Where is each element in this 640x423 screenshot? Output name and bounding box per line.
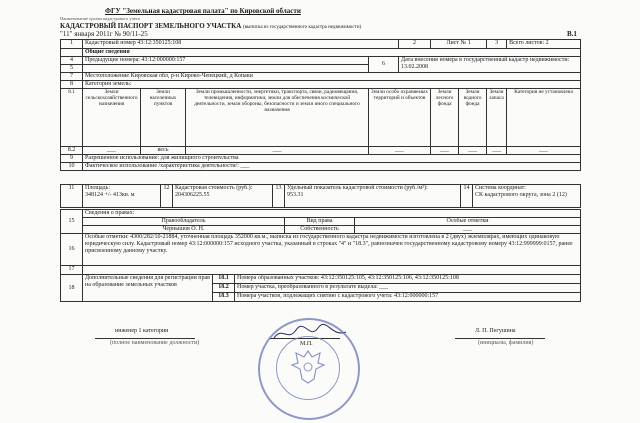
doc-date-number: "11" января 2011г № 90/11-25 [60,30,148,38]
category-values: 8.2 ___ весь ___ ___ ___ ___ ___ ___ [61,147,581,155]
land-category-label: Категория земель: [83,81,581,89]
general-title: Общие сведения [83,49,581,57]
area: Площадь: 348124 +/- 413кв. м [83,185,161,208]
eagle-emblem-icon [290,347,326,387]
special-notes: Особые отметки: 4300/282/10-21884, уточненная площадь 352000 кв.м., выписка из государственного кадастра недвижимости изготовлена в 2 (двух) экземплярах, имеющих одинаковую юридическую силу. Кадастровый номер 43:12:000000:157 исходного участка, указанный в строках "4" и "18.3", равнозначен государственному кадастровому номеру 43:12:999999:0157, ранее присвоенному данному участку. [83,234,581,266]
signer-name: Л. П. Пегушина [475,328,516,334]
doc-title: КАДАСТРОВЫЙ ПАСПОРТ ЗЕМЕЛЬНОГО УЧАСТКА (выписка из государственного кадастра недвижимости) [60,22,362,30]
signer-role: инженер 1 категории [115,328,169,334]
previous-numbers: Предыдущие номера: 43:12:000000:157 [83,57,369,65]
rights-title: Сведения о правах: [83,210,581,218]
cadastral-cost: Кадастровая стоимость (руб.): 204306225.55 [173,185,273,208]
area-cost-table: 11 Площадь: 348124 +/- 413кв. м 12 Кадастровая стоимость (руб.): 204306225.55 13 Удельный показатель кадастровой стоимости (руб./м²): 953.31 14 Система координат: СК кадастрового округа, зона 2 (12) [60,184,581,208]
coordinate-system: Система координат: СК кадастрового округа, зона 2 (12) [473,185,581,208]
rights-row: Чернышов О. Н. Собственность ___ [61,226,581,234]
formed-plots: Номера образованных участков: 43:12:350125:105, 43:12:350125:106, 43:12:350125:108 [235,275,581,284]
seal-place: М.П. [300,341,313,347]
category-value-settlements: весь [141,147,186,155]
permitted-use: Разрешенное использование: для жилищного строительства [83,155,581,163]
actual-use: Фактическое использование /характеристика деятельности/: ___ [83,163,581,171]
signer-name-line [455,338,545,339]
signer-role-line [95,338,195,339]
location: Местоположение Кировская обл, р-н Кирово-Чепецкий, д Копаки [83,73,581,81]
specific-cost: Удельный показатель кадастровой стоимости (руб./м²): 953.31 [285,185,461,208]
total-sheets: Всего листов: 2 [507,40,581,49]
official-stamp [258,318,360,420]
doc-title-note: (выписка из государственного кадастра недвижимости) [243,25,362,30]
signer-role-note: (полное наименование должности) [110,340,200,346]
form-code: В.1 [567,30,577,38]
row-1: 1 Кадастровый номер 43:12:350125:108 2 Лист № 1 3 Всего листов: 2 [61,40,581,49]
cadastral-number: Кадастровый номер 43:12:350125:108 [83,40,399,49]
rights-table: 15 Сведения о правах: Правообладатель Вид права Особые отметки Чернышов О. Н. Собственность ___ 16 Особые отметки: 4300/282/10-21884, уточненная площадь 352000 кв.м., выписка из государственного кадастра недвижимости изготовлена в 2 (двух) экземплярах, имеющих одинаковую юридическую силу. Кадастровый номер 43:12:000000:157 исходного участка, указанный в строках "4" и "18.3", равнозначен государственному кадастровому номеру 43:12:999999:0157, ранее присвоенному данному участку. 17 18 Дополнительные сведения для регистрации прав на образование земельных участков 18.1 Номера образованных участков: 43:12:350125:105, 43:12:350125:106, 43:12:350125:108 18.2 Номер участка, преобразованного в результате выдела: ___ 18.3 Номера участков, подлежащих снятию с кадастрового учета: 43:12:000000:157 [60,209,581,302]
entry-date: Дата внесения номера в государственный кадастр недвижимости: 13.02.2008 [399,57,581,73]
removed-plots: Номера участков, подлежащих снятию с кадастрового учета: 43:12:000000:157 [235,293,581,302]
main-table: 1 Кадастровый номер 43:12:350125:108 2 Лист № 1 3 Всего листов: 2 Общие сведения 4 Предыдущие номера: 43:12:000000:157 6 Дата внесения номера в государственный кадастр недвижимости: 13.02.2008 5 7 Местоположение Кировская обл, р-н Кирово-Чепецкий, д Копаки 8 Категория земель: 8.1 Земли сельскохозяйственного назначения Земли населенных пунктов Земли промышленности, энергетики, транспорта, связи, радиовещания, телевидения, информатики, земли для обеспечения космической деятельности, земли обороны, безопасности и земли иного специального назначения Земли особо охраняемых территорий и объектов Земли лесного фонда Земли водного фонда Земли запаса Категория не установлена 8.2 ___ весь ___ ___ ___ ___ ___ ___ 9 Разрешенное использование: для жилищного строительства 10 Фактическое использование /характеристика деятельности/: ___ [60,39,581,171]
transformed-plot: Номер участка, преобразованного в результате выдела: ___ [235,284,581,293]
right-kind: Собственность [285,226,355,234]
org-name: ФГУ "Земельная кадастровая палата" по Кировской области [105,7,301,15]
owner: Чернышов О. Н. [83,226,285,234]
signer-name-note: (инициалы, фамилия) [478,340,534,346]
category-headers: 8.1 Земли сельскохозяйственного назначения Земли населенных пунктов Земли промышленности, энергетики, транспорта, связи, радиовещания, телевидения, информатики, земли для обеспечения космической деятельности, земли обороны, безопасности и земли иного специального назначения Земли особо охраняемых территорий и объектов Земли лесного фонда Земли водного фонда Земли запаса Категория не установлена [61,89,581,147]
registration-label: Дополнительные сведения для регистрации прав на образование земельных участков [83,275,213,302]
sheet-number: Лист № 1 [431,40,487,49]
org-note: Наименование органа кадастрового учета [60,16,140,21]
